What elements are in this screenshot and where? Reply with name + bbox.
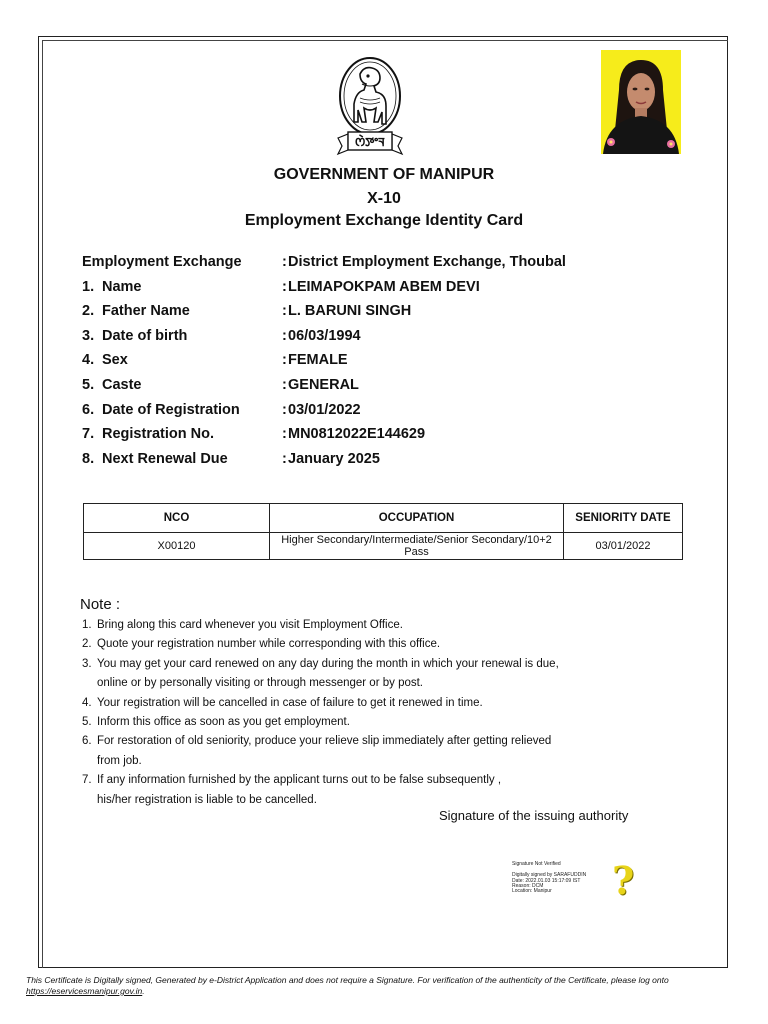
list-item: 5. Inform this office as soon as you get employment. [82,715,350,728]
list-item: 3. You may get your card renewed on any day during the month in which your renewal is due, [82,657,559,670]
field-value: FEMALE [288,352,348,369]
details-section [82,254,682,475]
field-label: Date of birth [102,327,188,344]
field-father-name: 2. Father Name : L. BARUNI SINGH [82,303,412,320]
column-header-occupation: OCCUPATION [270,504,564,533]
table-row [84,533,683,560]
field-value: LEIMAPOKPAM ABEM DEVI [288,278,480,295]
field-value: 06/03/1994 [288,327,361,344]
list-item: 6. For restoration of old seniority, produce your relieve slip immediately after getting relieved [82,735,552,748]
list-item: online or by personally visiting or through messenger or by post. [97,677,424,690]
field-next-renewal-due: 8. Next Renewal Due : January 2025 [82,450,380,467]
field-label: Date of Registration [102,401,240,418]
note-title: Note : [80,596,121,613]
applicant-photo [601,50,681,154]
signature-reason: Reason: DCM [512,882,544,889]
signature-status: Signature Not Verified [512,861,561,867]
column-header-seniority-date: SENIORITY DATE [564,504,683,533]
field-label: Next Renewal Due [102,450,228,467]
table-header-row [84,504,683,533]
form-code: X-10 [367,190,401,207]
card-title: Employment Exchange Identity Card [244,212,524,229]
manipur-kangla-sha-emblem-icon [330,52,410,162]
field-date-of-birth: 3. Date of birth : 06/03/1994 [82,327,361,344]
question-mark-icon[interactable]: ? [612,858,635,903]
list-item: 2. Quote your registration number while corresponding with this office. [82,638,441,651]
svg-text:ꯁꯥꯇꯦꯜ: ꯁꯥꯇꯦꯜ [355,135,385,149]
field-value: MN0812022E144629 [288,426,426,443]
occupation-table [83,503,683,560]
field-label: Sex [102,352,128,369]
field-value: 03/01/2022 [288,401,361,418]
field-value: L. BARUNI SINGH [288,303,412,320]
notes-list [82,616,672,810]
list-item: 7. If any information furnished by the applicant turns out to be false subsequently , [82,774,502,787]
list-item: 1. Bring along this card whenever you visit Employment Office. [82,619,403,631]
field-label: Caste [102,376,142,393]
signature-label: Signature of the issuing authority [439,808,629,823]
footer-text: This Certificate is Digitally signed, Generated by e-District Application and does not require a Signature. For verification of the authenticity of the Certificate, please log onto [26,975,669,985]
field-date-of-registration: 6. Date of Registration : 03/01/2022 [82,401,361,418]
field-value: District Employment Exchange, Thoubal [288,254,566,270]
government-heading: GOVERNMENT OF MANIPUR [273,166,495,183]
column-header-nco: NCO [84,504,270,533]
list-item: from job. [97,754,142,767]
field-label: Registration No. [102,426,214,443]
field-employment-exchange: Employment Exchange : District Employment Exchange, Thoubal [82,254,566,270]
cell-occupation: Higher Secondary/Intermediate/Senior Secondary/10+2 Pass [270,533,564,560]
field-label: Employment Exchange [82,254,242,270]
field-name: 1. Name : LEIMAPOKPAM ABEM DEVI [82,278,480,295]
field-caste: 5. Caste : GENERAL [82,376,359,393]
list-item: his/her registration is liable to be cancelled. [97,793,317,806]
field-value: January 2025 [288,450,380,467]
signature-location: Location: Manipur [512,888,552,895]
cell-nco: X00120 [84,533,270,560]
cell-seniority-date: 03/01/2022 [564,533,683,560]
list-item: 4. Your registration will be cancelled in case of failure to get it renewed in time. [82,696,483,709]
field-label: Name [102,278,142,295]
verification-link[interactable]: https://eservicesmanipur.gov.in [26,986,143,996]
field-sex: 4. Sex : FEMALE [82,352,348,369]
signature-signer: Digitally signed by SARAFUDDIN [512,872,587,879]
signature-date: Date: 2022.01.03 15:17:09 IST [512,877,581,884]
field-registration-no: 7. Registration No. : MN0812022E144629 [82,426,426,443]
field-label: Father Name [102,303,190,320]
field-value: GENERAL [288,376,359,393]
footer-disclaimer: This Certificate is Digitally signed, Generated by e-District Application and does not require a Signature. For verification of the authenticity of the Certificate, please log onto https://eservicesmanipur.gov.in. [26,975,669,996]
